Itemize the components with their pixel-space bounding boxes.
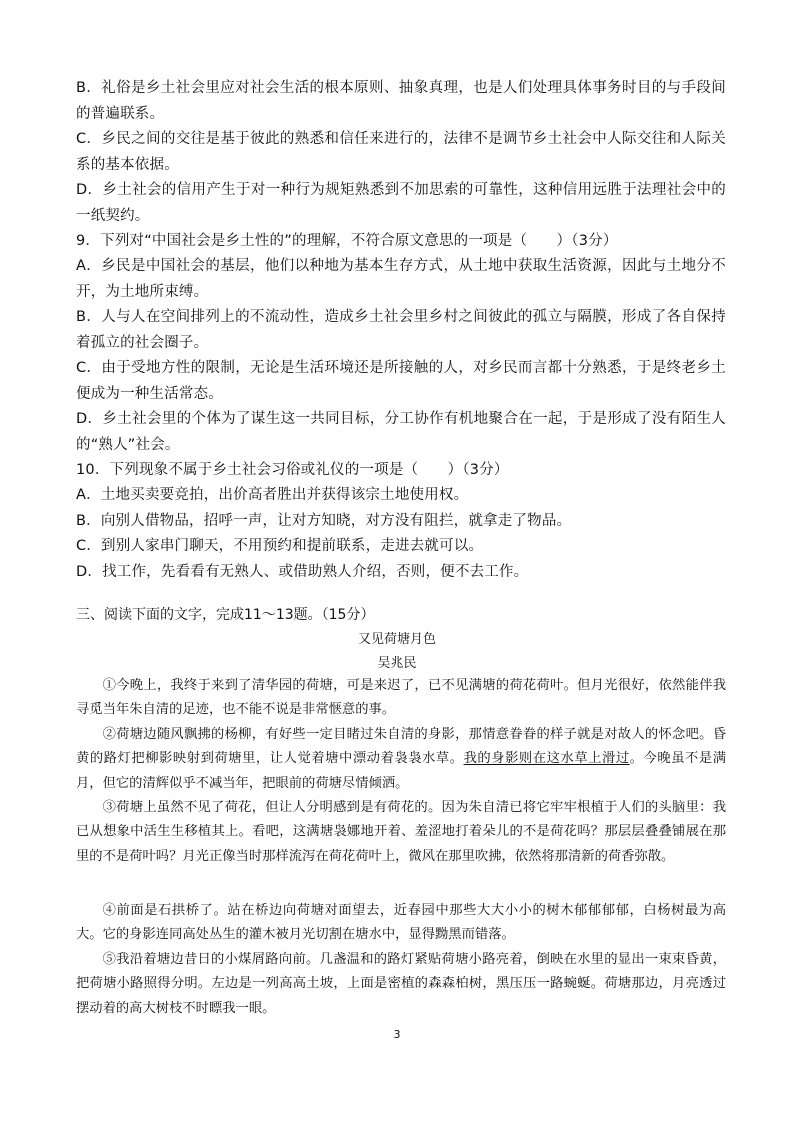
q10-option-a: A．土地买卖要竞拍，出价高者胜出并获得该宗土地使用权。 <box>76 487 469 503</box>
passage-paragraph-2 <box>76 723 726 796</box>
q8-option-c: C．乡民之间的交往是基于彼此的熟悉和信任来进行的，法律不是调节乡土社会中人际交往和人际关系的基本依据。 <box>76 131 726 173</box>
q9-stem: 9．下列对“中国社会是乡土性的”的理解，不符合原文意思的一项是（ ）（3分） <box>76 233 618 249</box>
passage-title: 又见荷塘月色 <box>357 632 436 647</box>
paragraph-2-underlined-sentence: 我的身影则在这水草上滑过 <box>463 751 630 767</box>
paragraph-2-text-b: 。今晚虽不是满月，但它的清辉似乎不减当年，把眼前的荷塘尽情倾洒。 <box>76 751 727 791</box>
passage-paragraph-5: ⑤我沿着塘边昔日的小煤屑路向前。几盏温和的路灯紧贴荷塘小路亮着，倒映在水里的显出一束束昏黄，把荷塘小路照得分明。左边是一列高高土坡，上面是密植的森森柏树，黑压压一路蜿蜒。荷塘那边，月亮透过摆动着的高大树枝不时瞟我一眼。 <box>76 952 726 1016</box>
section-heading: 三、阅读下面的文字，完成11～13题。（15分） <box>76 607 375 623</box>
q10-option-b: B．向别人借物品，招呼一声，让对方知晓，对方没有阻拦，就拿走了物品。 <box>76 513 572 529</box>
page-number: 3 <box>393 1028 401 1041</box>
q8-option-d: D．乡土社会的信用产生于对一种行为规矩熟悉到不加思索的可靠性，这种信用远胜于法理社会中的一纸契约。 <box>76 182 726 224</box>
passage-paragraph-1: ①今晚上，我终于来到了清华园的荷塘，可是来迟了，已不见满塘的荷花荷叶。但月光很好，依然能伴我寻觅当年朱自清的足迹，也不能不说是非常惬意的事。 <box>76 678 726 718</box>
passage-paragraph-3: ③荷塘上虽然不见了荷花，但让人分明感到是有荷花的。因为朱自清已将它牢牢根植于人们的头脑里：我已从想象中活生生移植其上。看吧，这满塘袅娜地开着、羞涩地打着朵儿的不是荷花吗？那层层叠叠铺展在那里的不是荷叶吗？月光正像当时那样流泻在荷花荷叶上，微风在那里吹拂，依然将那清新的荷香弥散。 <box>76 800 726 864</box>
q10-stem: 10．下列现象不属于乡土社会习俗或礼仪的一项是（ ）（3分） <box>76 462 509 478</box>
q9-option-c: C．由于受地方性的限制，无论是生活环境还是所接触的人，对乡民而言都十分熟悉，于是终老乡土便成为一种生活常态。 <box>76 360 726 402</box>
q8-option-b: B．礼俗是乡土社会里应对社会生活的根本原则、抽象真理，也是人们处理具体事务时目的与手段间的普遍联系。 <box>76 80 726 122</box>
q9-option-b: B．人与人在空间排列上的不流动性，造成乡土社会里乡村之间彼此的孤立与隔膜，形成了各自保持着孤立的社会圈子。 <box>76 309 726 351</box>
q9-option-a: A．乡民是中国社会的基层，他们以种地为基本生存方式，从土地中获取生活资源，因此与土地分不开，为土地所束缚。 <box>76 258 726 300</box>
q10-option-d: D．找工作，先看看有无熟人、或借助熟人介绍，否则，便不去工作。 <box>76 564 529 580</box>
q9-option-d: D．乡土社会里的个体为了谋生这一共同目标，分工协作有机地聚合在一起，于是形成了没有陌生人的“熟人”社会。 <box>76 411 726 453</box>
passage-author: 吴兆民 <box>377 656 417 671</box>
paragraph-2-text-a: ②荷塘边随风飘拂的杨柳，有好些一定目睹过朱自清的身影，那情意眷眷的样子就是对故人的怀念吧。昏黄的路灯把柳影映射到荷塘里，让人觉着塘中漂动着袅袅水草。 <box>76 727 726 767</box>
passage-paragraph-4: ④前面是石拱桥了。站在桥边向荷塘对面望去，近春园中那些大大小小的树木郁郁郁郁，白杨树最为高大。它的身影连同高处丛生的灌木被月光切割在塘水中，显得黝黑而错落。 <box>76 903 726 943</box>
q10-option-c: C．到别人家串门聊天，不用预约和提前联系，走进去就可以。 <box>76 538 484 554</box>
